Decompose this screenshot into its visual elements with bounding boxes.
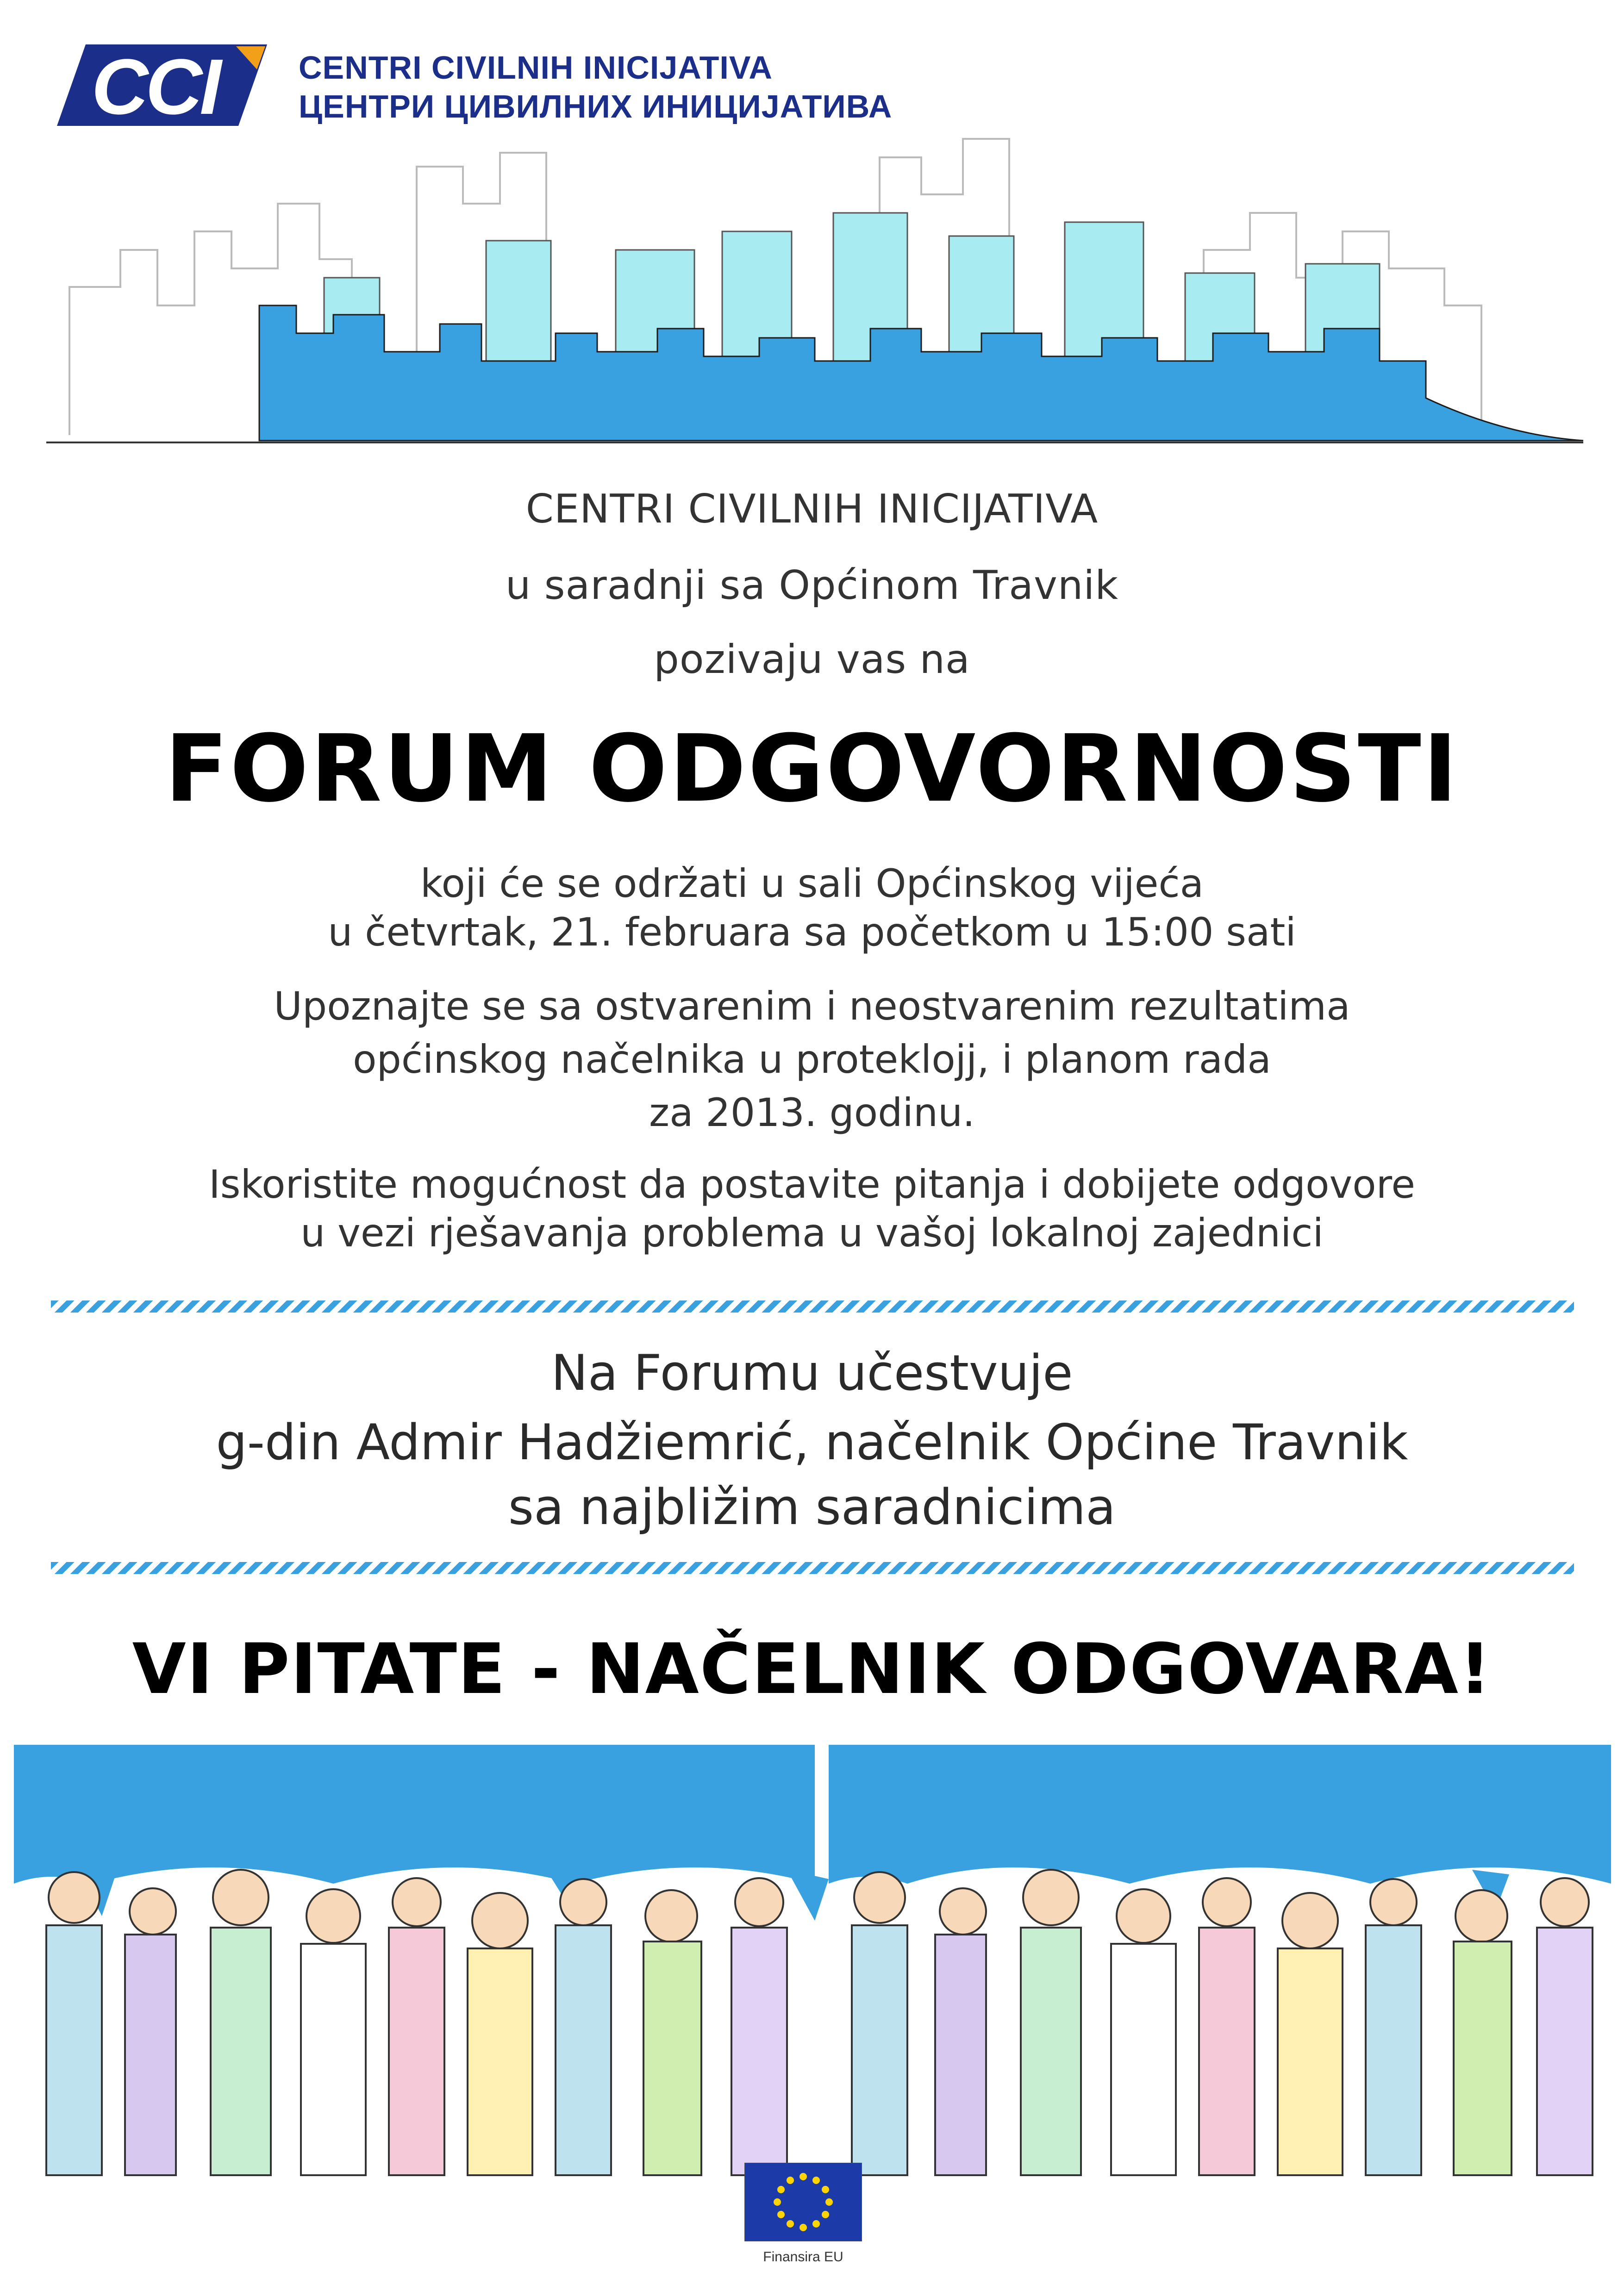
participants-line-3: sa najbližim saradnicima	[508, 1479, 1116, 1536]
divider-bottom	[51, 1562, 1574, 1574]
event-location: koji će se održati u sali Općinskog vijeća	[420, 861, 1204, 906]
questions-line-1: Iskoristite mogućnost da postavite pitanja i dobijete odgovore	[208, 1162, 1415, 1207]
event-title: FORUM ODGOVORNOSTI	[164, 715, 1460, 823]
crowd-illustration	[0, 1745, 1624, 2208]
intro-organizer: CENTRI CIVILNIH INICIJATIVA	[525, 486, 1099, 532]
questions-line-2: u vezi rješavanja problema u vašoj lokalnoj zajednici	[300, 1210, 1324, 1256]
eu-flag-icon	[744, 2163, 862, 2241]
logo-mark: CCI	[91, 43, 219, 130]
event-datetime: u četvrtak, 21. februara sa početkom u 15:00 sati	[328, 909, 1296, 955]
slogan: VI PITATE - NAČELNIK ODGOVARA!	[132, 1629, 1492, 1710]
intro-invite: pozivaju vas na	[654, 636, 970, 683]
results-line-2: općinskog načelnika u proteklojj, i planom rada	[353, 1037, 1271, 1082]
results-line-3: za 2013. godinu.	[649, 1090, 975, 1135]
results-line-1: Upoznajte se sa ostvarenim i neostvarenim rezultatima	[274, 983, 1350, 1029]
participants-line-2: g-din Admir Hadžiemrić, načelnik Općine Travnik	[216, 1414, 1408, 1471]
org-name-cyrillic: ЦЕНТРИ ЦИВИЛНИХ ИНИЦИЈАТИВА	[299, 88, 893, 124]
participants-line-1: Na Forumu učestvuje	[551, 1344, 1073, 1401]
eu-funding-caption: Finansira EU	[763, 2249, 843, 2265]
divider-top	[51, 1300, 1574, 1313]
org-name-latin: CENTRI CIVILNIH INICIJATIVA	[299, 50, 773, 86]
intro-partner: u saradnji sa Općinom Travnik	[505, 562, 1119, 609]
city-skyline-illustration	[0, 111, 1624, 463]
